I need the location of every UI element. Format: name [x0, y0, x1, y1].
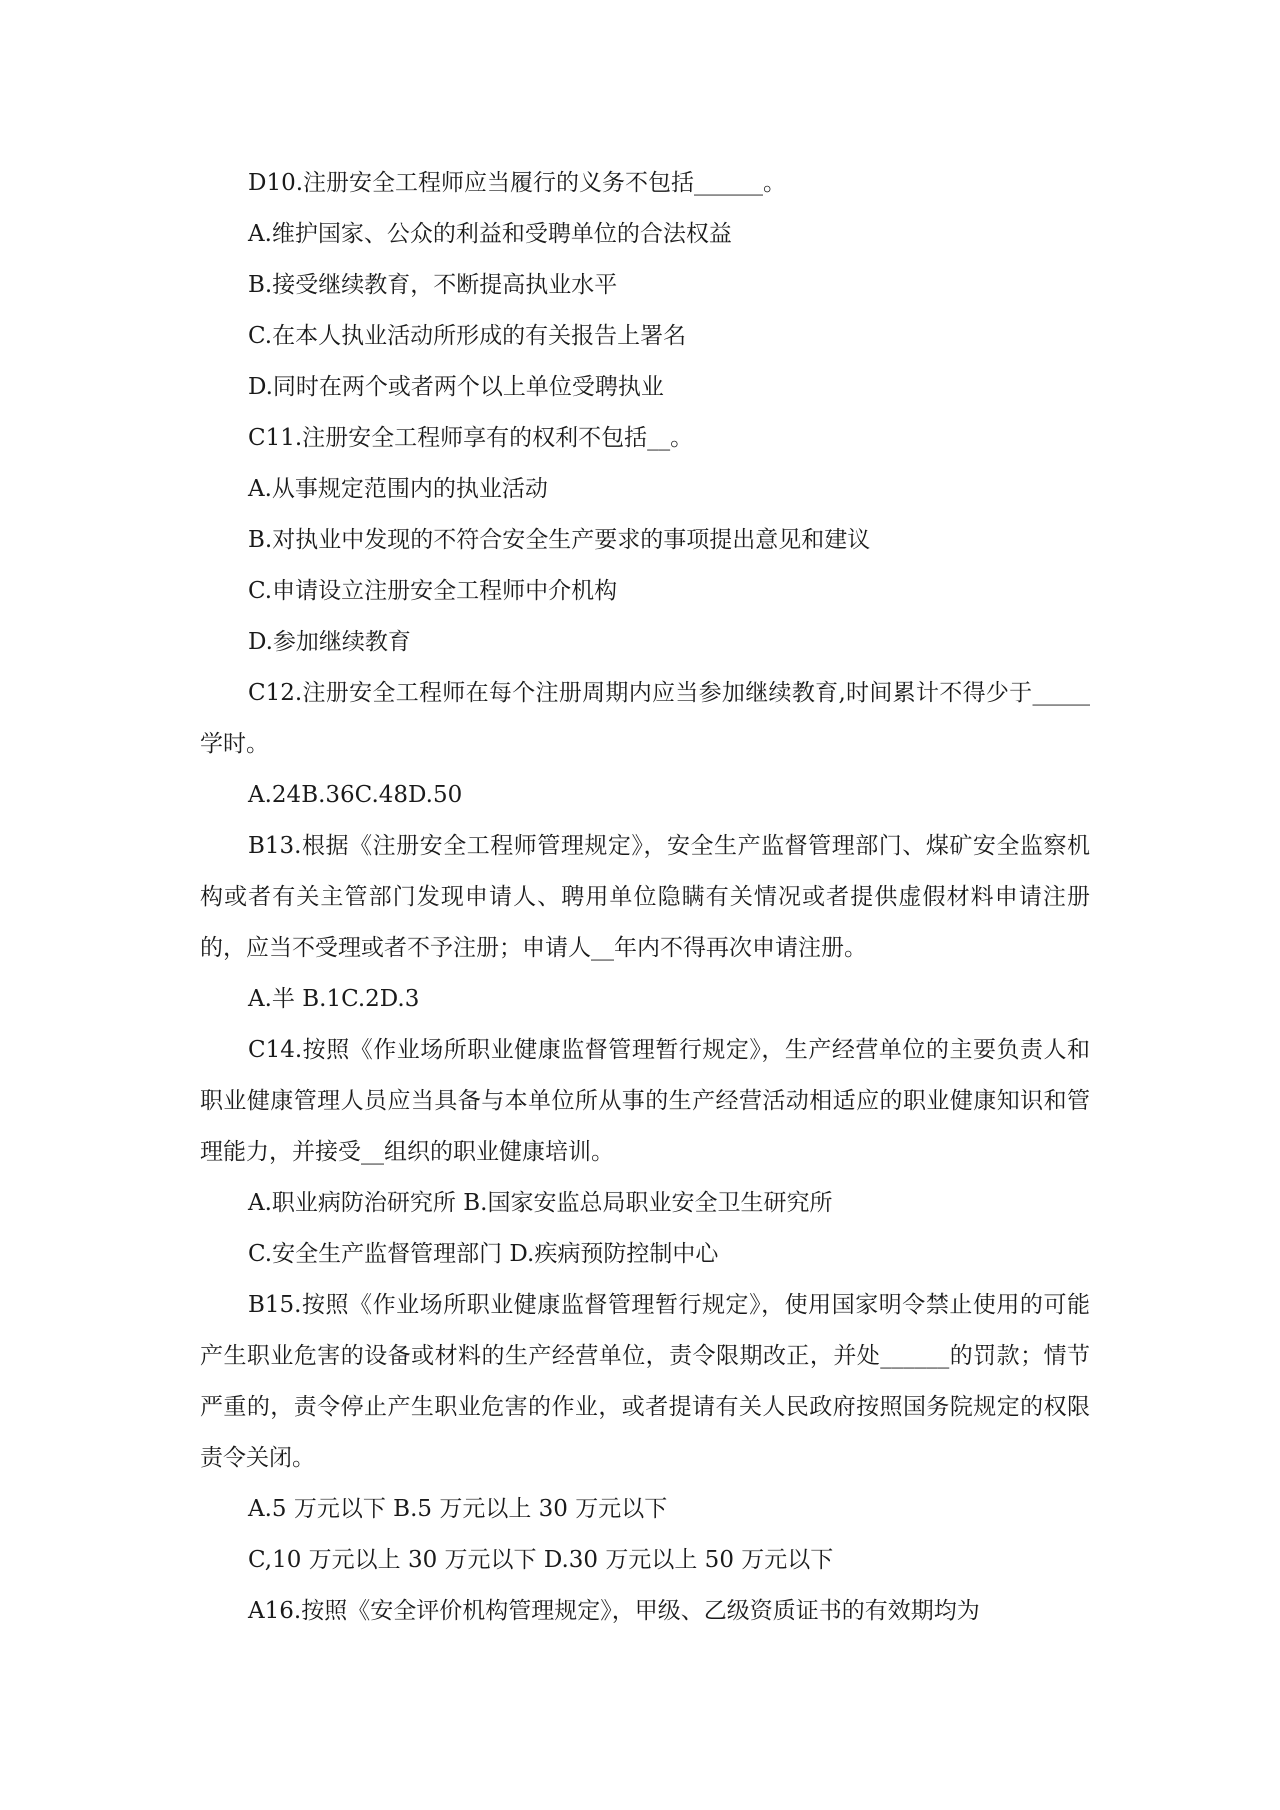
- question-b15: B15.按照《作业场所职业健康监督管理暂行规定》，使用国家明令禁止使用的可能产生职业危害的设备或材料的生产经营单位，责令限期改正，并处______的罚款；情节严重的，责令停止产生职业危害的作业，或者提请有关人民政府按照国务院规定的权限责令关闭。: [200, 1292, 1090, 1471]
- options-b15-ab: A.5 万元以下 B.5 万元以上 30 万元以下: [248, 1496, 668, 1522]
- option-b: B.接受继续教育，不断提高执业水平: [248, 272, 618, 298]
- option-d: D.参加继续教育: [248, 629, 411, 655]
- question-c11: C11.注册安全工程师享有的权利不包括__。: [248, 425, 694, 451]
- question-c12: C12.注册安全工程师在每个注册周期内应当参加继续教育,时间累计不得少于_____学时。: [200, 680, 1090, 757]
- question-d10: D10.注册安全工程师应当履行的义务不包括______。: [248, 170, 787, 196]
- option-a: A.从事规定范围内的执业活动: [248, 476, 548, 502]
- question-a16: A16.按照《安全评价机构管理规定》，甲级、乙级资质证书的有效期均为: [248, 1598, 980, 1624]
- options-b15-cd: C,10 万元以上 30 万元以下 D.30 万元以上 50 万元以下: [248, 1547, 834, 1573]
- options-c12: A.24B.36C.48D.50: [248, 782, 463, 808]
- option-c: C.申请设立注册安全工程师中介机构: [248, 578, 618, 604]
- options-c14-ab: A.职业病防治研究所 B.国家安监总局职业安全卫生研究所: [248, 1190, 833, 1216]
- question-c14: C14.按照《作业场所职业健康监督管理暂行规定》，生产经营单位的主要负责人和职业健康管理人员应当具备与本单位所从事的生产经营活动相适应的职业健康知识和管理能力，并接受__组织的职业健康培训。: [200, 1037, 1090, 1165]
- options-c14-cd: C.安全生产监督管理部门 D.疾病预防控制中心: [248, 1241, 719, 1267]
- document-page: [200, 158, 1090, 1637]
- question-b13: B13.根据《注册安全工程师管理规定》，安全生产监督管理部门、煤矿安全监察机构或者有关主管部门发现申请人、聘用单位隐瞒有关情况或者提供虚假材料申请注册的，应当不受理或者不予注册；申请人__年内不得再次申请注册。: [200, 833, 1090, 961]
- option-b: B.对执业中发现的不符合安全生产要求的事项提出意见和建议: [248, 527, 871, 553]
- option-a: A.维护国家、公众的利益和受聘单位的合法权益: [248, 221, 732, 247]
- options-b13: A.半 B.1C.2D.3: [248, 986, 420, 1012]
- option-c: C.在本人执业活动所形成的有关报告上署名: [248, 323, 687, 349]
- option-d: D.同时在两个或者两个以上单位受聘执业: [248, 374, 664, 400]
